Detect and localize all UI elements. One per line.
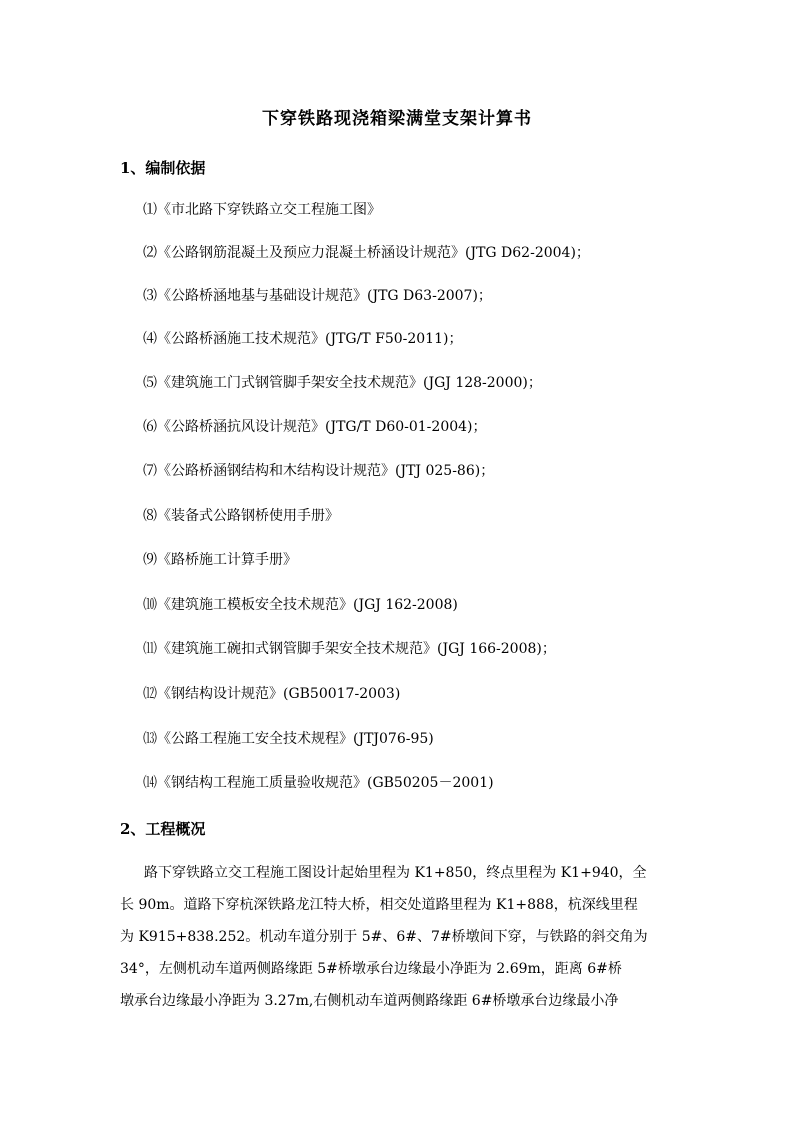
paragraph-line: 长 90m。道路下穿杭深铁路龙江特大桥，相交处道路里程为 K1+888，杭深线里程 (120, 897, 638, 913)
reference-item: ⑽《建筑施工模板安全技术规范》(JGJ 162-2008) (143, 597, 458, 613)
reference-item: ⑼《路桥施工计算手册》 (143, 552, 297, 568)
reference-item: ⑶《公路桥涵地基与基础设计规范》(JTG D63-2007)； (143, 288, 492, 304)
document-title: 下穿铁路现浇箱梁满堂支架计算书 (262, 109, 532, 129)
paragraph-line: 墩承台边缘最小净距为 3.27m,右侧机动车道两侧路缘距 6#桥墩承台边缘最小净 (120, 993, 619, 1009)
reference-item: ⑿《钢结构设计规范》(GB50017-2003) (143, 686, 401, 702)
reference-item: ⑵《公路钢筋混凝土及预应力混凝土桥涵设计规范》(JTG D62-2004)； (143, 245, 590, 261)
reference-item: ⒀《公路工程施工安全技术规程》(JTJ076-95) (143, 731, 434, 747)
section-heading-basis: 1、编制依据 (120, 159, 206, 177)
paragraph-line: 为 K915+838.252。机动车道分别于 5#、6#、7#桥墩间下穿，与铁路的斜交角为 (120, 929, 648, 945)
section-heading-overview: 2、工程概况 (120, 820, 206, 838)
overview-paragraph (120, 857, 676, 1017)
paragraph-line: 路下穿铁路立交工程施工图设计起始里程为 K1+850，终点里程为 K1+940，全 (144, 865, 647, 881)
reference-item: ⑷《公路桥涵施工技术规范》(JTG/T F50-2011)； (143, 331, 463, 347)
reference-item: ⑸《建筑施工门式钢管脚手架安全技术规范》(JGJ 128-2000)； (143, 375, 542, 391)
reference-item: ⑴《市北路下穿铁路立交工程施工图》 (143, 202, 381, 218)
reference-item: ⒁《钢结构工程施工质量验收规范》(GB50205－2001) (143, 775, 494, 791)
paragraph-line: 34°，左侧机动车道两侧路缘距 5#桥墩承台边缘最小净距为 2.69m，距离 6#桥 (120, 961, 622, 977)
reference-item: ⑹《公路桥涵抗风设计规范》(JTG/T D60-01-2004)； (143, 419, 487, 435)
reference-item: ⑾《建筑施工碗扣式钢管脚手架安全技术规范》(JGJ 166-2008)； (143, 641, 556, 657)
reference-item: ⑻《装备式公路钢桥使用手册》 (143, 508, 339, 524)
reference-item: ⑺《公路桥涵钢结构和木结构设计规范》(JTJ 025-86)； (143, 463, 495, 479)
